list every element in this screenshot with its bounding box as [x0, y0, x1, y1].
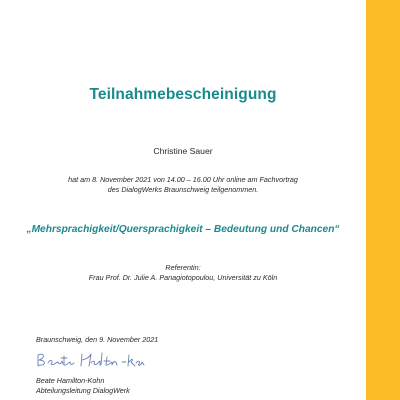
- handwritten-signature: [34, 349, 146, 371]
- description-line-1: hat am 8. November 2021 von 14.00 – 16.00 Uhr online am Fachvortrag: [68, 175, 298, 184]
- participation-description: [0, 175, 366, 195]
- participant-name: Christine Sauer: [153, 146, 213, 156]
- place-date: Braunschweig, den 9. November 2021: [36, 335, 159, 344]
- referent-label: Referentin:: [165, 263, 201, 272]
- referent-name: Frau Prof. Dr. Julie A. Panagiotopoulou, Universität zu Köln: [88, 273, 278, 282]
- decorative-sidebar: [366, 0, 400, 400]
- description-line-2: des DialogWerks Braunschweig teilgenommen.: [107, 185, 259, 194]
- talk-title: „Mehrsprachigkeit/Quersprachigkeit – Bedeutung und Chancen“: [26, 224, 340, 235]
- certificate-title: Teilnahmebescheinigung: [89, 86, 277, 103]
- signer-name: Beate Hamilton-Kohn: [36, 376, 105, 385]
- signer-role: Abteilungsleitung DialogWerk: [36, 386, 130, 395]
